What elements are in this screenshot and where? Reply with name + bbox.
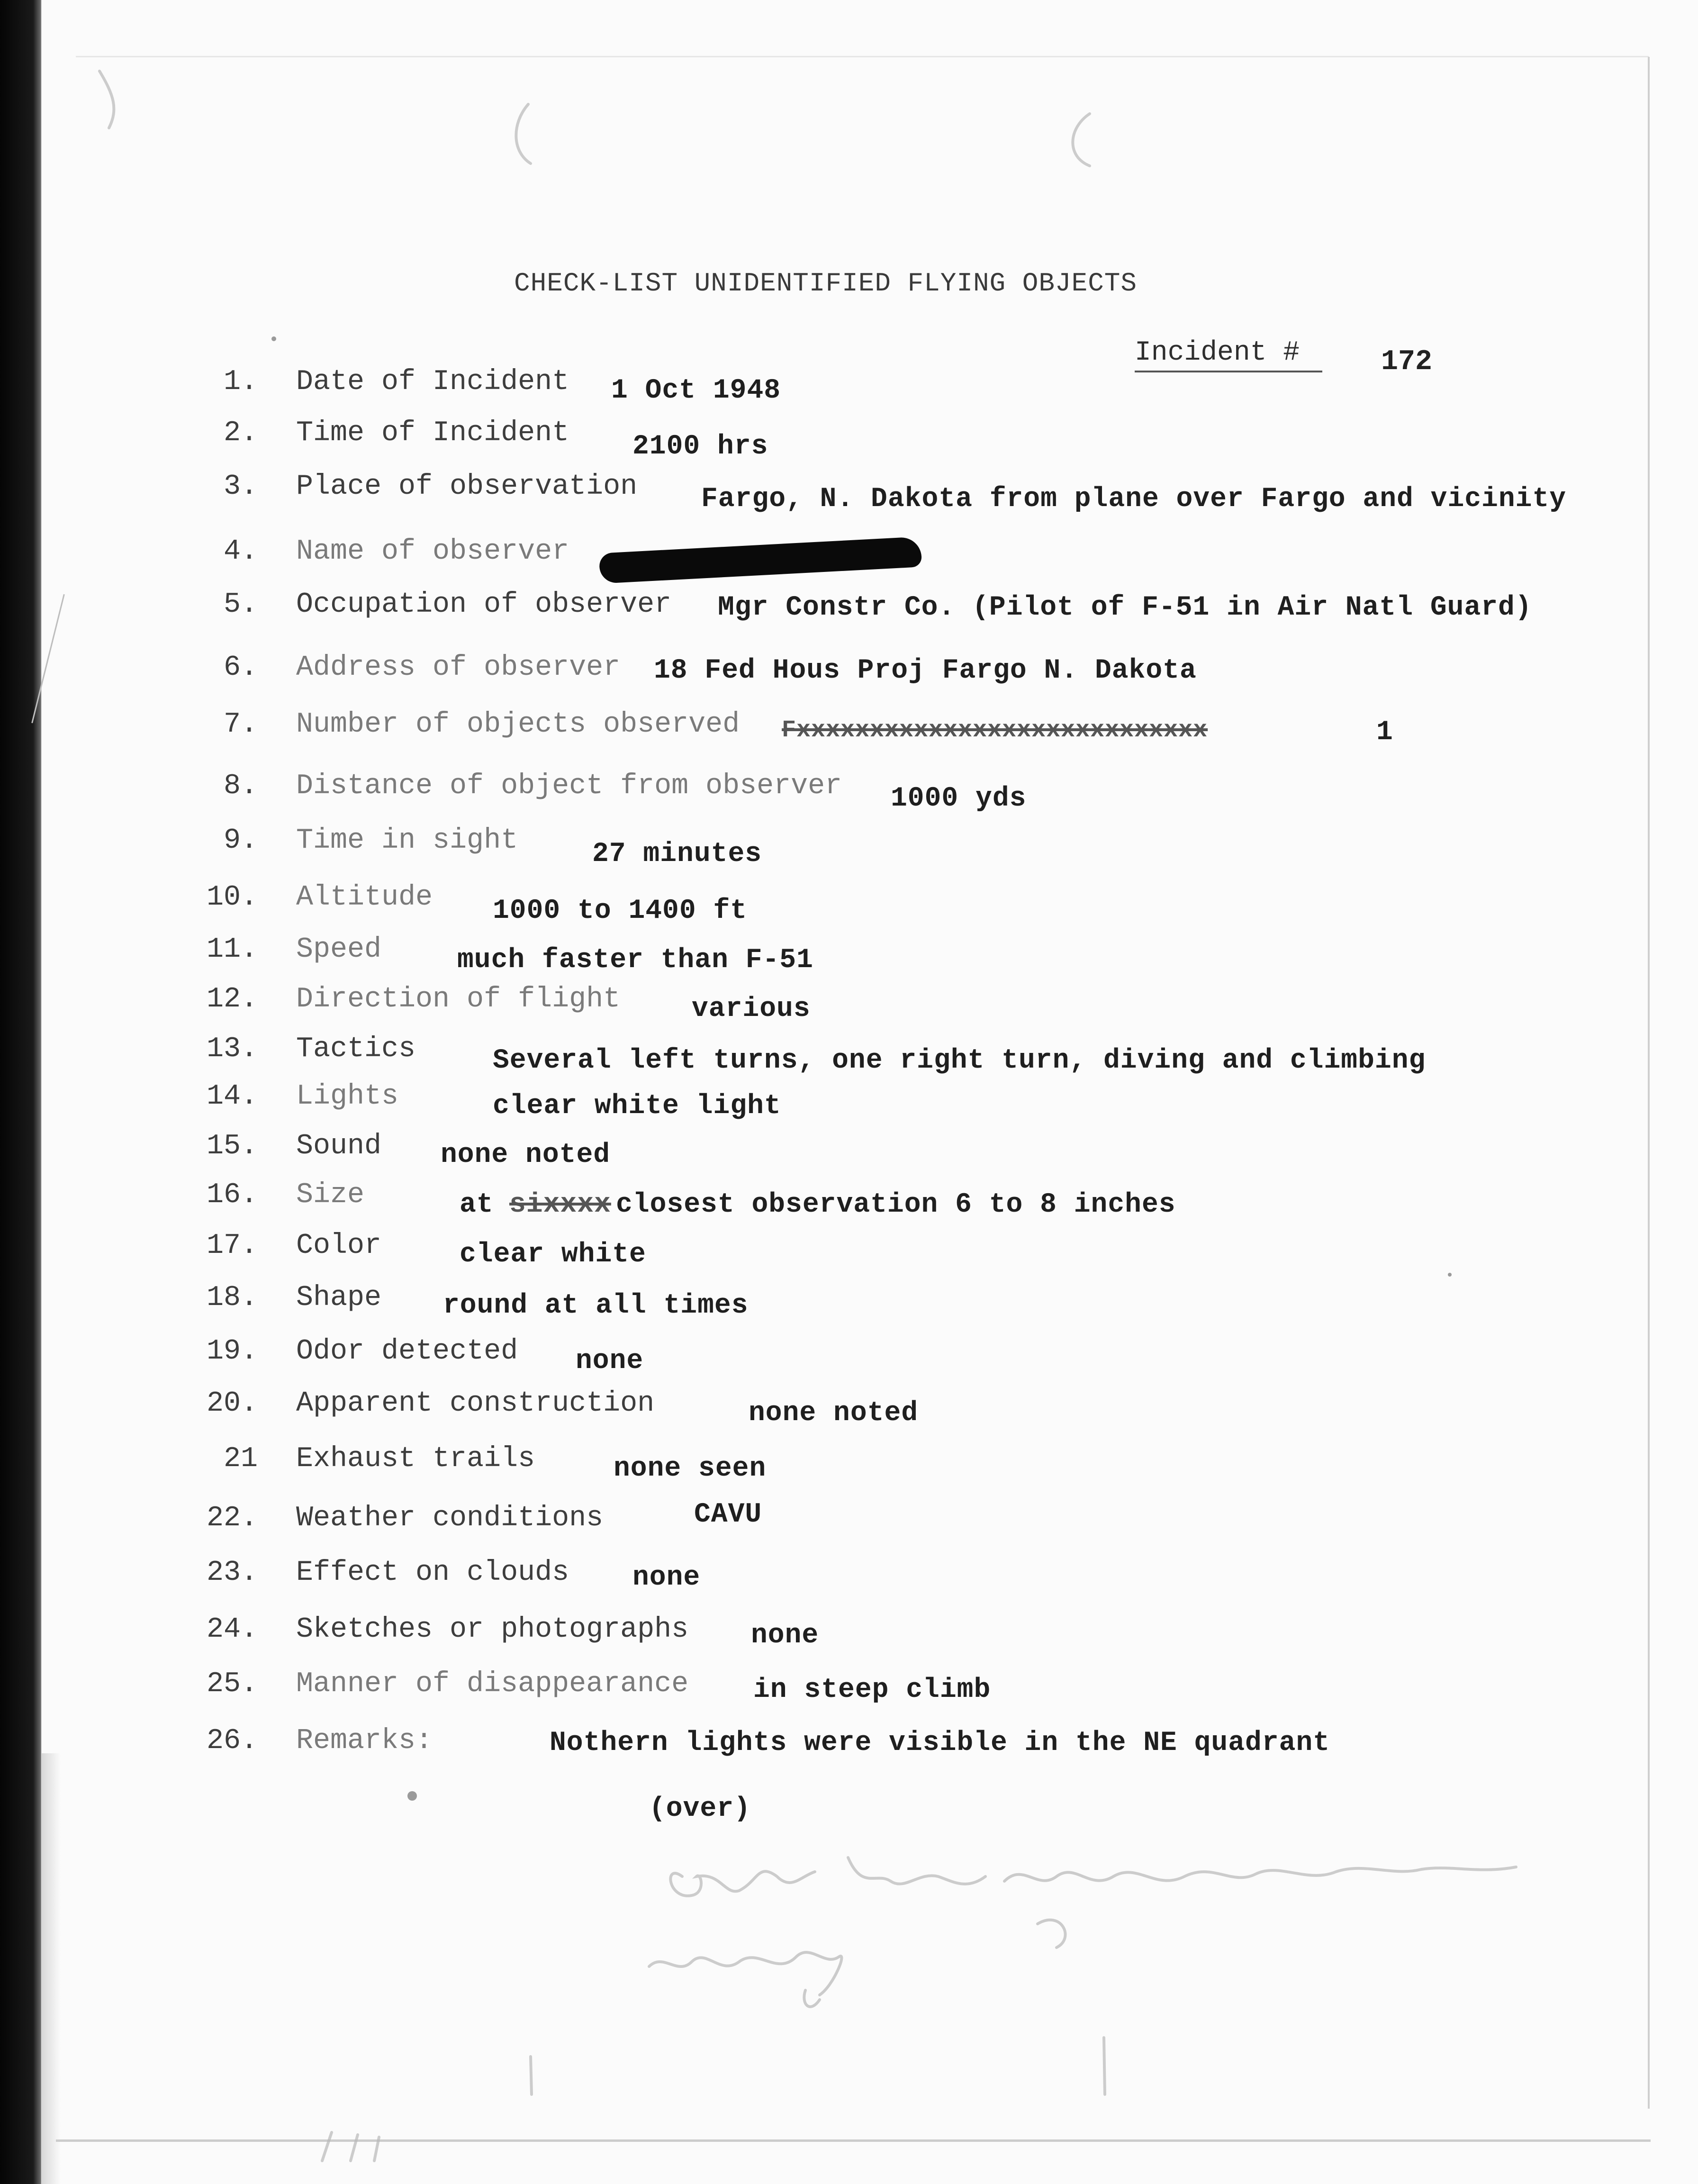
item-value: Several left turns, one right turn, diving and climbing (493, 1045, 1426, 1076)
checklist-item-remarks (0, 1725, 1698, 1763)
item-number: 12. (206, 983, 258, 1015)
item-label: Distance of object from observer (296, 770, 842, 802)
item-number: 9. (223, 825, 258, 857)
checklist-item-construction (0, 1387, 1698, 1429)
item-label: Number of objects observed (296, 708, 740, 741)
item-number: 8. (223, 770, 258, 802)
checklist-item-lights (0, 1080, 1698, 1122)
item-number: 22. (206, 1502, 258, 1534)
checklist-item-speed (0, 933, 1698, 976)
item-value: CAVU (694, 1499, 762, 1530)
item-label: Shape (296, 1282, 382, 1314)
item-value: various (692, 994, 811, 1024)
checklist-item-time-in-sight (0, 825, 1698, 870)
item-label: Lights (296, 1080, 399, 1113)
item-value: 1000 to 1400 ft (493, 896, 748, 926)
item-label: Apparent construction (296, 1387, 655, 1420)
item-number: 14. (206, 1080, 258, 1113)
item-number: 16. (206, 1179, 258, 1211)
incident-label: Incident # (1135, 337, 1300, 368)
item-value: none noted (749, 1398, 919, 1429)
checklist-item-tactics (0, 1033, 1698, 1076)
checklist-item-disappearance (0, 1668, 1698, 1706)
item-label: Tactics (296, 1033, 416, 1065)
scan-shadow (42, 1753, 61, 2184)
checklist-item-address (0, 652, 1698, 689)
item-value: 1000 yds (891, 783, 1027, 814)
item-number: 23. (206, 1557, 258, 1589)
item-value: 27 minutes (592, 839, 762, 870)
item-label: Color (296, 1230, 382, 1262)
checklist-item-size (0, 1179, 1698, 1220)
item-label: Time in sight (296, 825, 518, 857)
item-label: Remarks: (296, 1725, 433, 1757)
checklist-item-odor (0, 1335, 1698, 1377)
item-label: Sketches or photographs (296, 1613, 689, 1646)
item-number: 1. (223, 366, 258, 398)
item-value: none noted (441, 1140, 611, 1170)
checklist-item-direction (0, 983, 1698, 1024)
item-label: Exhaust trails (296, 1443, 535, 1475)
item-value: none (576, 1346, 644, 1377)
item-value: none (751, 1620, 819, 1651)
checklist-item-time (0, 417, 1698, 462)
item-number: 20. (206, 1387, 258, 1420)
checklist-item-clouds (0, 1557, 1698, 1595)
item-value: 1 (1376, 717, 1393, 748)
item-value: none seen (614, 1453, 767, 1484)
item-label: Occupation of observer (296, 589, 672, 621)
item-number: 2. (223, 417, 258, 449)
paper-edge (76, 56, 1649, 57)
item-number: 3. (223, 471, 258, 503)
over-note-text: (over) (649, 1794, 751, 1824)
item-value: Fargo, N. Dakota from plane over Fargo and vicinity (701, 484, 1567, 515)
item-number: 4. (223, 535, 258, 568)
item-label: Speed (296, 933, 382, 966)
struck-text: sixxxx (509, 1189, 611, 1220)
item-label: Manner of disappearance (296, 1668, 689, 1700)
item-value: 1 Oct 1948 (611, 375, 781, 406)
item-number: 6. (223, 652, 258, 684)
item-value: clear white light (493, 1091, 781, 1122)
scan-dot (271, 336, 276, 341)
item-number: 18. (206, 1282, 258, 1314)
item-label: Date of Incident (296, 366, 569, 398)
item-number: 11. (206, 933, 258, 966)
item-number: 24. (206, 1613, 258, 1646)
checklist-item-color (0, 1230, 1698, 1268)
paper-edge (56, 2139, 1651, 2142)
checklist-item-date (0, 366, 1698, 404)
item-number: 10. (206, 881, 258, 914)
checklist-item-place (0, 471, 1698, 515)
checklist-item-shape (0, 1282, 1698, 1320)
over-note (649, 1794, 839, 1831)
item-label: Altitude (296, 881, 433, 914)
scan-dot (407, 1791, 417, 1801)
item-label: Name of observer (296, 535, 569, 568)
item-label: Sound (296, 1130, 382, 1162)
item-value: 2100 hrs (632, 431, 768, 462)
item-number: 19. (206, 1335, 258, 1368)
item-label: Time of Incident (296, 417, 569, 449)
item-value: Mgr Constr Co. (Pilot of F-51 in Air Natl Guard) (718, 592, 1532, 623)
item-value-prefix: at (460, 1189, 494, 1220)
item-label: Weather conditions (296, 1502, 604, 1534)
item-number: 15. (206, 1130, 258, 1162)
checklist-item-number-of-objects (0, 708, 1698, 746)
item-label: Address of observer (296, 652, 621, 684)
item-value: 18 Fed Hous Proj Fargo N. Dakota (654, 655, 1197, 686)
item-value: Nothern lights were visible in the NE quadrant (550, 1728, 1330, 1758)
checklist-item-occupation (0, 589, 1698, 626)
checklist-item-sound (0, 1130, 1698, 1168)
item-number: 17. (206, 1230, 258, 1262)
struck-text: Fxxxxxxxxxxxxxxxxxxxxxxxxxxxx (782, 717, 1208, 744)
item-number: 5. (223, 589, 258, 621)
item-number: 26. (206, 1725, 258, 1757)
item-value: in steep climb (753, 1675, 991, 1705)
item-value: none (632, 1562, 701, 1593)
checklist-item-sketches (0, 1613, 1698, 1651)
item-number: 21 (223, 1443, 258, 1475)
checklist-item-distance (0, 770, 1698, 814)
item-label: Effect on clouds (296, 1557, 569, 1589)
checklist-item-exhaust (0, 1443, 1698, 1484)
item-label: Place of observation (296, 471, 638, 503)
item-label: Direction of flight (296, 983, 621, 1015)
scan-dot (1448, 1273, 1452, 1277)
item-number: 7. (223, 708, 258, 741)
item-value: round at all times (443, 1290, 749, 1321)
checklist-item-weather (0, 1499, 1698, 1540)
item-label: Size (296, 1179, 365, 1211)
item-number: 13. (206, 1033, 258, 1065)
item-value: clear white (460, 1239, 646, 1270)
item-value: much faster than F-51 (457, 945, 813, 976)
checklist-item-altitude (0, 881, 1698, 926)
document-title: CHECK-LIST UNIDENTIFIED FLYING OBJECTS (514, 268, 1138, 299)
item-label: Odor detected (296, 1335, 518, 1368)
item-number: 25. (206, 1668, 258, 1700)
item-value: closest observation 6 to 8 inches (616, 1189, 1176, 1220)
incident-number: 172 (1381, 346, 1433, 378)
